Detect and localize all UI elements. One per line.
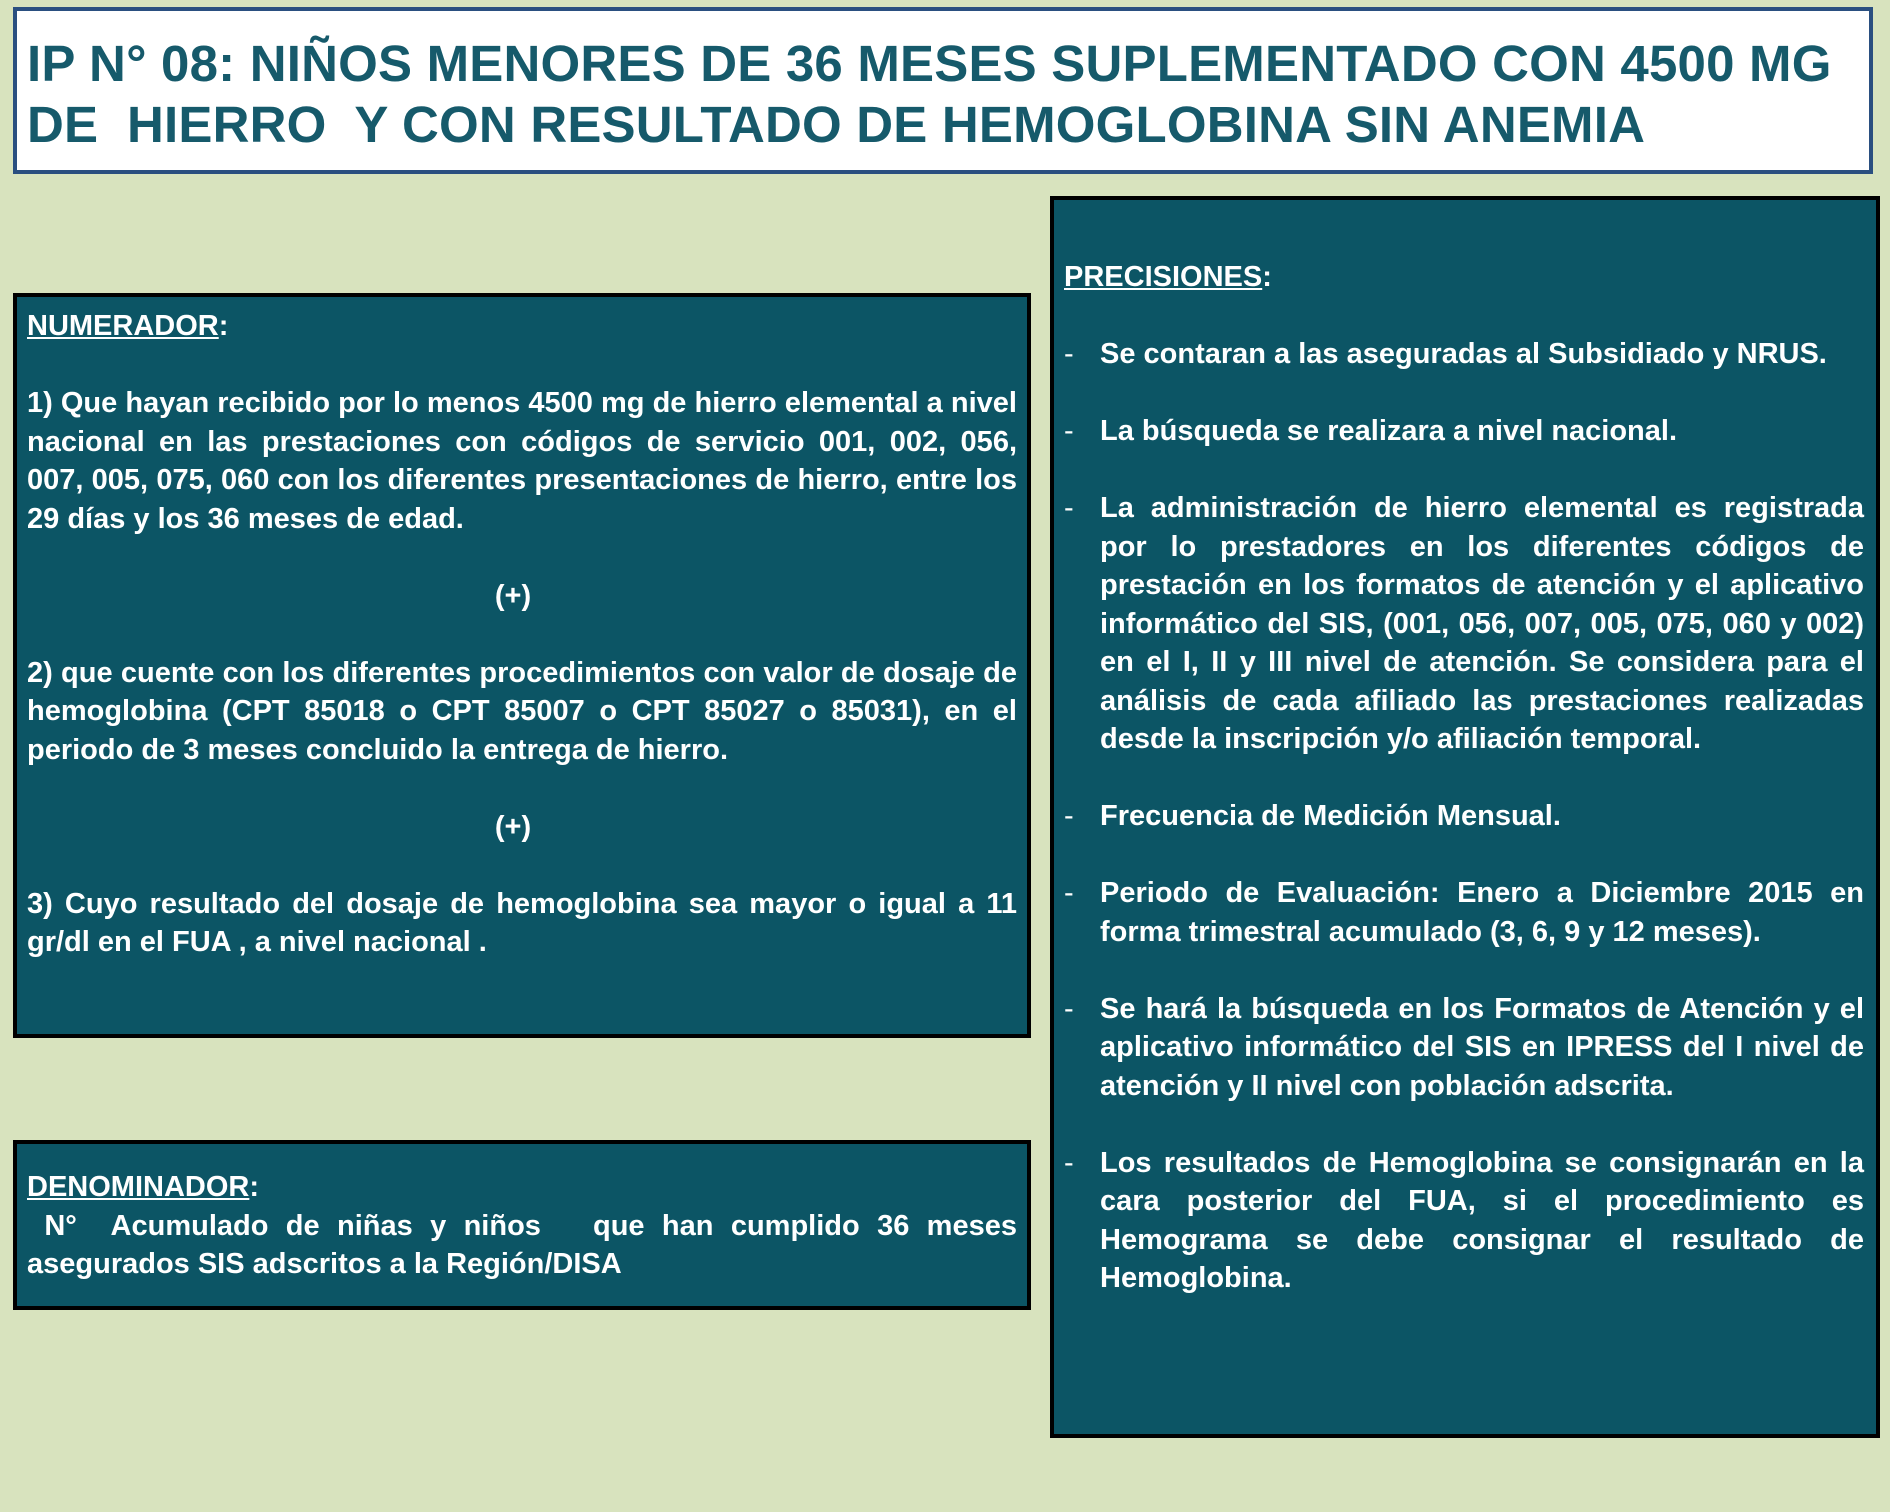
numerador-colon: : [218,310,229,342]
spacer [27,346,1017,385]
list-item-text: Se contaran a las aseguradas al Subsidiado y NRUS. [1100,338,1827,370]
list-item-text: Periodo de Evaluación: Enero a Diciembre 2015 en forma trimestral acumulado (3, 6, 9 y 12 meses). [1100,877,1864,948]
list-item [1064,874,1864,951]
list-item-text: Los resultados de Hemoglobina se consignarán en la cara posterior del FUA, si el procedimiento es Hemograma se debe consignar el resultado de Hemoglobina. [1100,1146,1864,1294]
spacer [27,769,1017,808]
spacer [27,846,1017,885]
dash-bullet: - [1064,338,1074,370]
dash-bullet: - [1064,877,1074,909]
denominador-heading: DENOMINADOR [27,1171,250,1203]
list-item-text: La administración de hierro elemental es registrada por lo prestadores en los diferentes códigos de prestación en los formatos de atención y el aplicativo informático del SIS, (001, 056, 007, 005, 075, 060 y 002) en el I, II y III nivel de atención. Se considera para el análisis de cada afiliado las prestaciones realizadas desde la inscripción y/o afiliación temporal. [1100,492,1864,755]
spacer [27,538,1017,577]
list-item [1064,489,1864,759]
list-item [1064,990,1864,1106]
list-item [1064,335,1864,374]
list-item-text: La búsqueda se realizara a nivel nacional. [1100,415,1678,447]
dash-bullet: - [1064,492,1074,524]
denominador-colon: : [249,1171,260,1203]
numerador-item-2: 2) que cuente con los diferentes procedimientos con valor de dosaje de hemoglobina (CPT 85018 o CPT 85007 o CPT 85027 o 85031), en el periodo de 3 meses concluido la entrega de hierro. [27,656,1017,766]
plus-connector-1: (+) [494,579,532,612]
dash-bullet: - [1064,800,1074,832]
plus-connector-2: (+) [494,810,532,843]
title-box [13,7,1873,174]
numerador-panel [13,293,1031,1038]
precisiones-heading-line [1064,258,1864,297]
precisiones-list [1064,335,1864,1298]
numerador-heading-line [27,307,1017,346]
list-item [1064,797,1864,836]
numerador-item-1: 1) Que hayan recibido por lo menos 4500 mg de hierro elemental a nivel nacional en las prestaciones con códigos de servicio 001, 002, 056, 007, 005, 075, 060 con los diferentes presentaciones de hierro, entre los 29 días y los 36 meses de edad. [27,387,1017,535]
list-item [1064,412,1864,451]
list-item [1064,1144,1864,1298]
list-item-text: Frecuencia de Medición Mensual. [1100,800,1561,832]
list-item-text: Se hará la búsqueda en los Formatos de Atención y el aplicativo informático del SIS en IPRESS del I nivel de atención y II nivel con población adscrita. [1100,992,1864,1102]
page-title: IP N° 08: NIÑOS MENORES DE 36 MESES SUPLEMENTADO CON 4500 MG DE HIERRO Y CON RESULTADO DE HEMOGLOBINA SIN ANEMIA [27,35,1846,153]
dash-bullet: - [1064,992,1074,1025]
numerador-item-3: 3) Cuyo resultado del dosaje de hemoglobina sea mayor o igual a 11 gr/dl en el FUA , a nivel nacional . [27,887,1017,958]
precisiones-panel [1050,196,1880,1438]
spacer [27,615,1017,654]
dash-bullet: - [1064,415,1074,447]
numerador-heading: NUMERADOR [27,310,219,342]
dash-bullet: - [1064,1146,1074,1179]
precisiones-colon: : [1262,261,1272,293]
spacer [1064,297,1864,336]
precisiones-heading: PRECISIONES [1064,261,1263,293]
denominador-text: N° Acumulado de niñas y niños que han cumplido 36 meses asegurados SIS adscritos a la Región/DISA [27,1209,1026,1280]
denominador-panel [13,1140,1031,1310]
denominador-heading-line [27,1168,1017,1207]
